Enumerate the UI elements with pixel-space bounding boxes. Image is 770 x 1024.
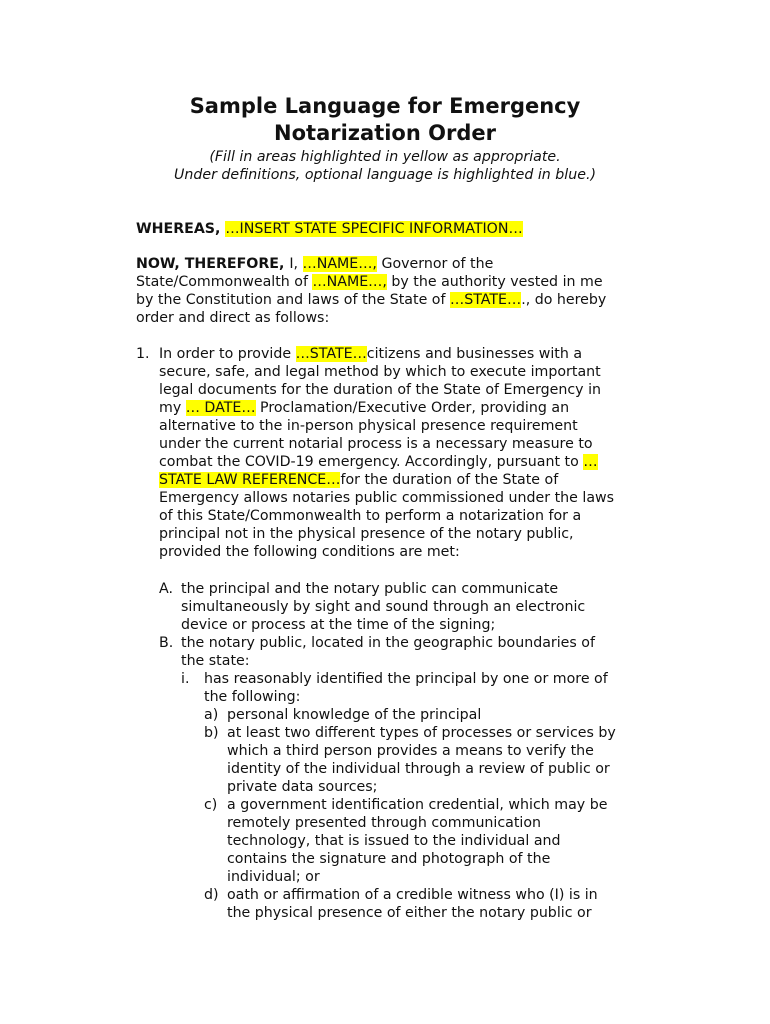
item-1-line-8: STATE LAW REFERENCE…for the duration of the State of xyxy=(159,472,559,488)
law-reference-placeholder-start: … xyxy=(583,454,598,470)
item-1-line-11: principal not in the physical presence of the notary public, xyxy=(159,526,574,542)
whereas-clause xyxy=(136,220,523,238)
sub-c-line-2: remotely presented through communication xyxy=(227,815,542,831)
item-a-line-3: device or process at the time of the signing; xyxy=(181,617,496,633)
item-1-line-9: Emergency allows notaries public commissioned under the laws xyxy=(159,490,615,506)
item-b-line-1: the notary public, located in the geographic boundaries of xyxy=(181,635,595,651)
state-info-placeholder: …INSERT STATE SPECIFIC INFORMATION… xyxy=(225,221,523,237)
item-a-line-1: the principal and the notary public can communicate xyxy=(181,581,559,597)
item-1-line-6: under the current notarial process is a necessary measure to xyxy=(159,436,593,452)
sub-b-line-2: which a third person provides a means to verify the xyxy=(227,743,594,759)
therefore-line-4: order and direct as follows: xyxy=(136,310,330,326)
name-placeholder-1: …NAME…, xyxy=(302,256,377,272)
law-reference-placeholder: STATE LAW REFERENCE… xyxy=(159,472,341,488)
item-1-line-4: my … DATE… Proclamation/Executive Order, providing an xyxy=(159,400,570,416)
instructions-line-2: Under definitions, optional language is highlighted in blue.) xyxy=(173,167,597,183)
item-1-line-1: In order to provide …STATE…citizens and businesses with a xyxy=(159,346,583,362)
sub-c-line-4: contains the signature and photograph of the xyxy=(227,851,551,867)
sub-d-line-2: the physical presence of either the notary public or xyxy=(227,905,592,921)
sub-c-line-1: a government identification credential, which may be xyxy=(227,797,608,813)
sub-a-label: a) xyxy=(204,707,219,723)
item-1-line-5: alternative to the in-person physical presence requirement xyxy=(159,418,578,434)
sub-b-label: b) xyxy=(204,725,219,741)
date-placeholder: … DATE… xyxy=(185,400,256,416)
sub-c-label: c) xyxy=(204,797,218,813)
item-1-line-3: legal documents for the duration of the State of Emergency in xyxy=(159,382,602,398)
therefore-line-2: State/Commonwealth of …NAME…, by the authority vested in me xyxy=(136,274,603,290)
instructions-line-1: (Fill in areas highlighted in yellow as appropriate. xyxy=(209,149,561,165)
sub-c-line-3: technology, that is issued to the individual and xyxy=(227,833,561,849)
item-1-number: 1. xyxy=(136,346,150,362)
item-b-label: B. xyxy=(159,635,174,651)
sub-d-line-1: oath or affirmation of a credible witness who (I) is in xyxy=(227,887,598,903)
item-a-label: A. xyxy=(159,581,173,597)
therefore-label: NOW, THEREFORE, xyxy=(136,256,290,272)
item-1-line-7: combat the COVID-19 emergency. Accordingly, pursuant to … xyxy=(159,454,598,470)
item-a-line-2: simultaneously by sight and sound through an electronic xyxy=(181,599,586,615)
item-1-line-10: of this State/Commonwealth to perform a notarization for a xyxy=(159,508,582,524)
item-i-label: i. xyxy=(181,671,190,687)
item-b-line-2: the state: xyxy=(181,653,250,669)
item-i-line-1: has reasonably identified the principal by one or more of xyxy=(204,671,608,687)
sub-c-line-5: individual; or xyxy=(227,869,320,885)
document-title-line-1: Sample Language for Emergency xyxy=(189,94,581,118)
whereas-label: WHEREAS, xyxy=(136,221,226,237)
sub-b-line-3: identity of the individual through a review of public or xyxy=(227,761,610,777)
therefore-line-3: by the Constitution and laws of the State of …STATE…., do hereby xyxy=(136,292,607,308)
sub-b-line-1: at least two different types of processes or services by xyxy=(227,725,616,741)
item-1-line-2: secure, safe, and legal method by which to execute important xyxy=(159,364,601,380)
item-1-line-12: provided the following conditions are met: xyxy=(159,544,460,560)
document-title-line-2: Notarization Order xyxy=(274,121,496,145)
name-placeholder-2: …NAME…, xyxy=(312,274,387,290)
item-i-line-2: the following: xyxy=(204,689,301,705)
therefore-line-1: NOW, THEREFORE, I, …NAME…, Governor of the xyxy=(136,256,494,272)
sub-b-line-4: private data sources; xyxy=(227,779,378,795)
state-placeholder-1: …STATE… xyxy=(450,292,522,308)
sub-a-line-1: personal knowledge of the principal xyxy=(227,707,482,723)
sub-d-label: d) xyxy=(204,887,219,903)
state-placeholder-2: …STATE… xyxy=(295,346,367,362)
